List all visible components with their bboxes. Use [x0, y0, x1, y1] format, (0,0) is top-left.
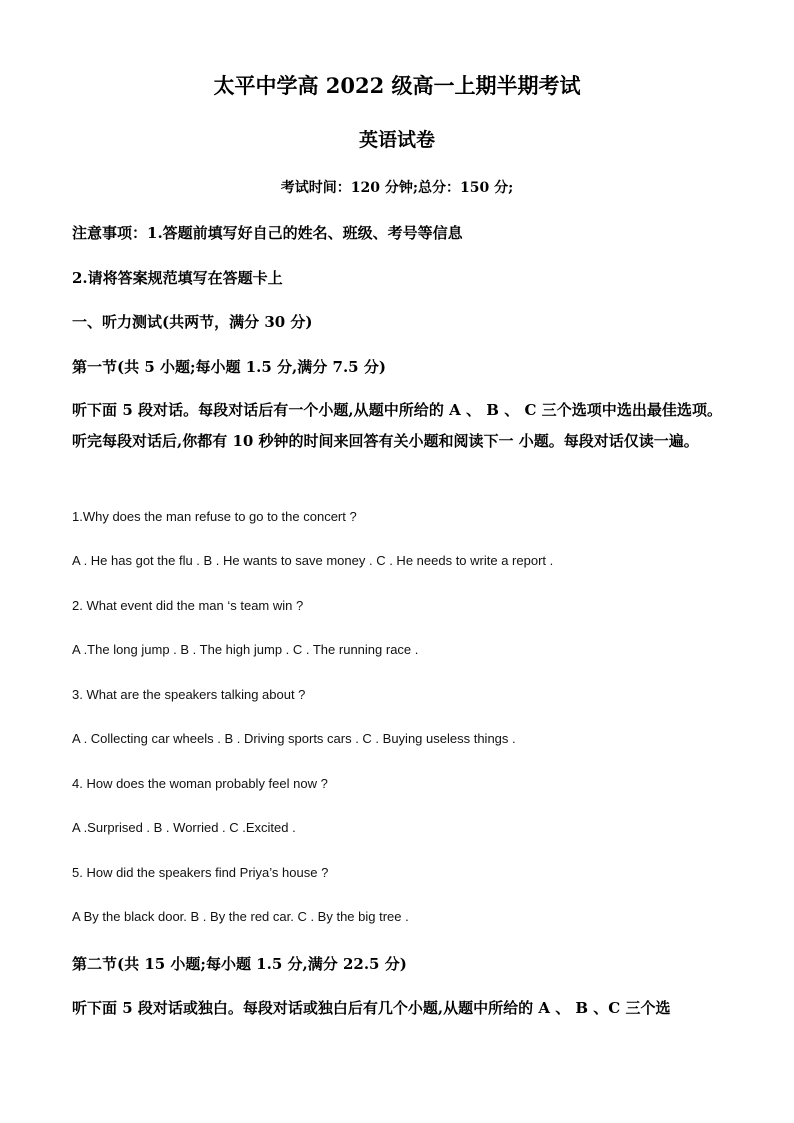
question-3: 3. What are the speakers talking about ?	[72, 687, 306, 702]
question-5-options: A By the black door. B . By the red car. C . By the big tree .	[72, 909, 409, 924]
question-1-options: A . He has got the flu . B . He wants to save money . C . He needs to write a report .	[72, 553, 554, 568]
question-2: 2. What event did the man ‘s team win ?	[72, 598, 304, 613]
exam-subtitle: 英语试卷	[358, 129, 435, 151]
question-2-options: A .The long jump . B . The high jump . C . The running race .	[72, 642, 419, 657]
question-4-options: A .Surprised . B . Worried . C .Excited .	[72, 820, 296, 835]
question-4: 4. How does the woman probably feel now ?	[72, 776, 328, 791]
part1-heading: 一、听力测试(共两节，满分 30 分)	[72, 313, 313, 331]
exam-time-info: 考试时间：120 分钟;总分：150 分;	[280, 180, 514, 196]
section1-heading: 第一节(共 5 小题;每小题 1.5 分,满分 7.5 分)	[72, 358, 386, 376]
exam-title: 太平中学高 2022 级高一上期半期考试	[213, 73, 581, 98]
notes-line-2: 2.请将答案规范填写在答题卡上	[72, 269, 283, 287]
notes-line-1: 注意事项：1.答题前填写好自己的姓名、班级、考号等信息	[72, 224, 463, 242]
section2-instructions: 听下面 5 段对话或独白。每段对话或独白后有几个小题,从题中所给的 A 、 B 、C 三个选	[72, 999, 671, 1017]
question-1: 1.Why does the man refuse to go to the concert ?	[72, 509, 357, 524]
question-5: 5. How did the speakers find Priya’s house ?	[72, 865, 329, 880]
question-3-options: A . Collecting car wheels . B . Driving sports cars . C . Buying useless things .	[72, 731, 516, 746]
section2-heading: 第二节(共 15 小题;每小题 1.5 分,满分 22.5 分)	[72, 955, 407, 973]
section1-instructions: 听下面 5 段对话。每段对话后有一个小题,从题中所给的 A 、 B 、 C 三个选项中选出最佳选项。听完每段对话后,你都有 10 秒钟的时间来回答有关小题和阅读下一 小题。每段对话仅读一遍。	[72, 401, 722, 450]
